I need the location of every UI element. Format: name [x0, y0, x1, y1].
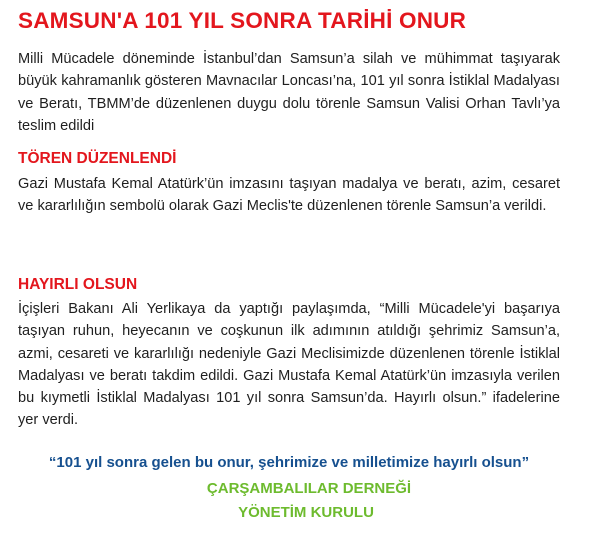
signature-board: YÖNETİM KURULU [238, 504, 374, 521]
section-paragraph-congratulations: İçişleri Bakanı Ali Yerlikaya da yaptığı paylaşımda, “Milli Mücadele'yi başarıya taşıyan ruhun, heyecanın ve coşkunun ilk adımının atıldığı şehrimiz Samsun’a, azmi, cesareti ve kararlılığı nedeniyle Gazi Meclisimizde düzenlenen törenle İstiklal Madalyası ve beratı takdim edildi. Gazi Mustafa Kemal Atatürk’ün imzasıyla verilen bu kıymetli İstiklal Madalyası 101 yıl sonra Samsun’da. Hayırlı olsun.” ifadelerine yer verdi. [18, 301, 560, 429]
article-title: SAMSUN'A 101 YIL SONRA TARİHİ ONUR [18, 8, 467, 33]
section-heading-congratulations: HAYIRLI OLSUN [18, 276, 138, 293]
signature-organization: ÇARŞAMBALILAR DERNEĞİ [206, 480, 412, 497]
section-heading-ceremony: TÖREN DÜZENLENDİ [18, 150, 177, 167]
section-paragraph-ceremony: Gazi Mustafa Kemal Atatürk’ün imzasını taşıyan madalya ve beratı, azim, cesaret ve kararlılığın sembolü olarak Gazi Meclis'te düzenlenen törenle Samsun’a verildi. [18, 176, 560, 215]
closing-quote: “101 yıl sonra gelen bu onur, şehrimize ve milletimize hayırlı olsun” [48, 454, 530, 471]
intro-paragraph: Milli Mücadele döneminde İstanbul’dan Samsun’a silah ve mühimmat taşıyarak büyük kahramanlık gösteren Mavnacılar Loncası’na, 101 yıl sonra İstiklal Madalyası ve Beratı, TBMM’de düzenlenen duygu dolu törenle Samsun Valisi Orhan Tavlı’ya teslim edildi [18, 51, 560, 134]
